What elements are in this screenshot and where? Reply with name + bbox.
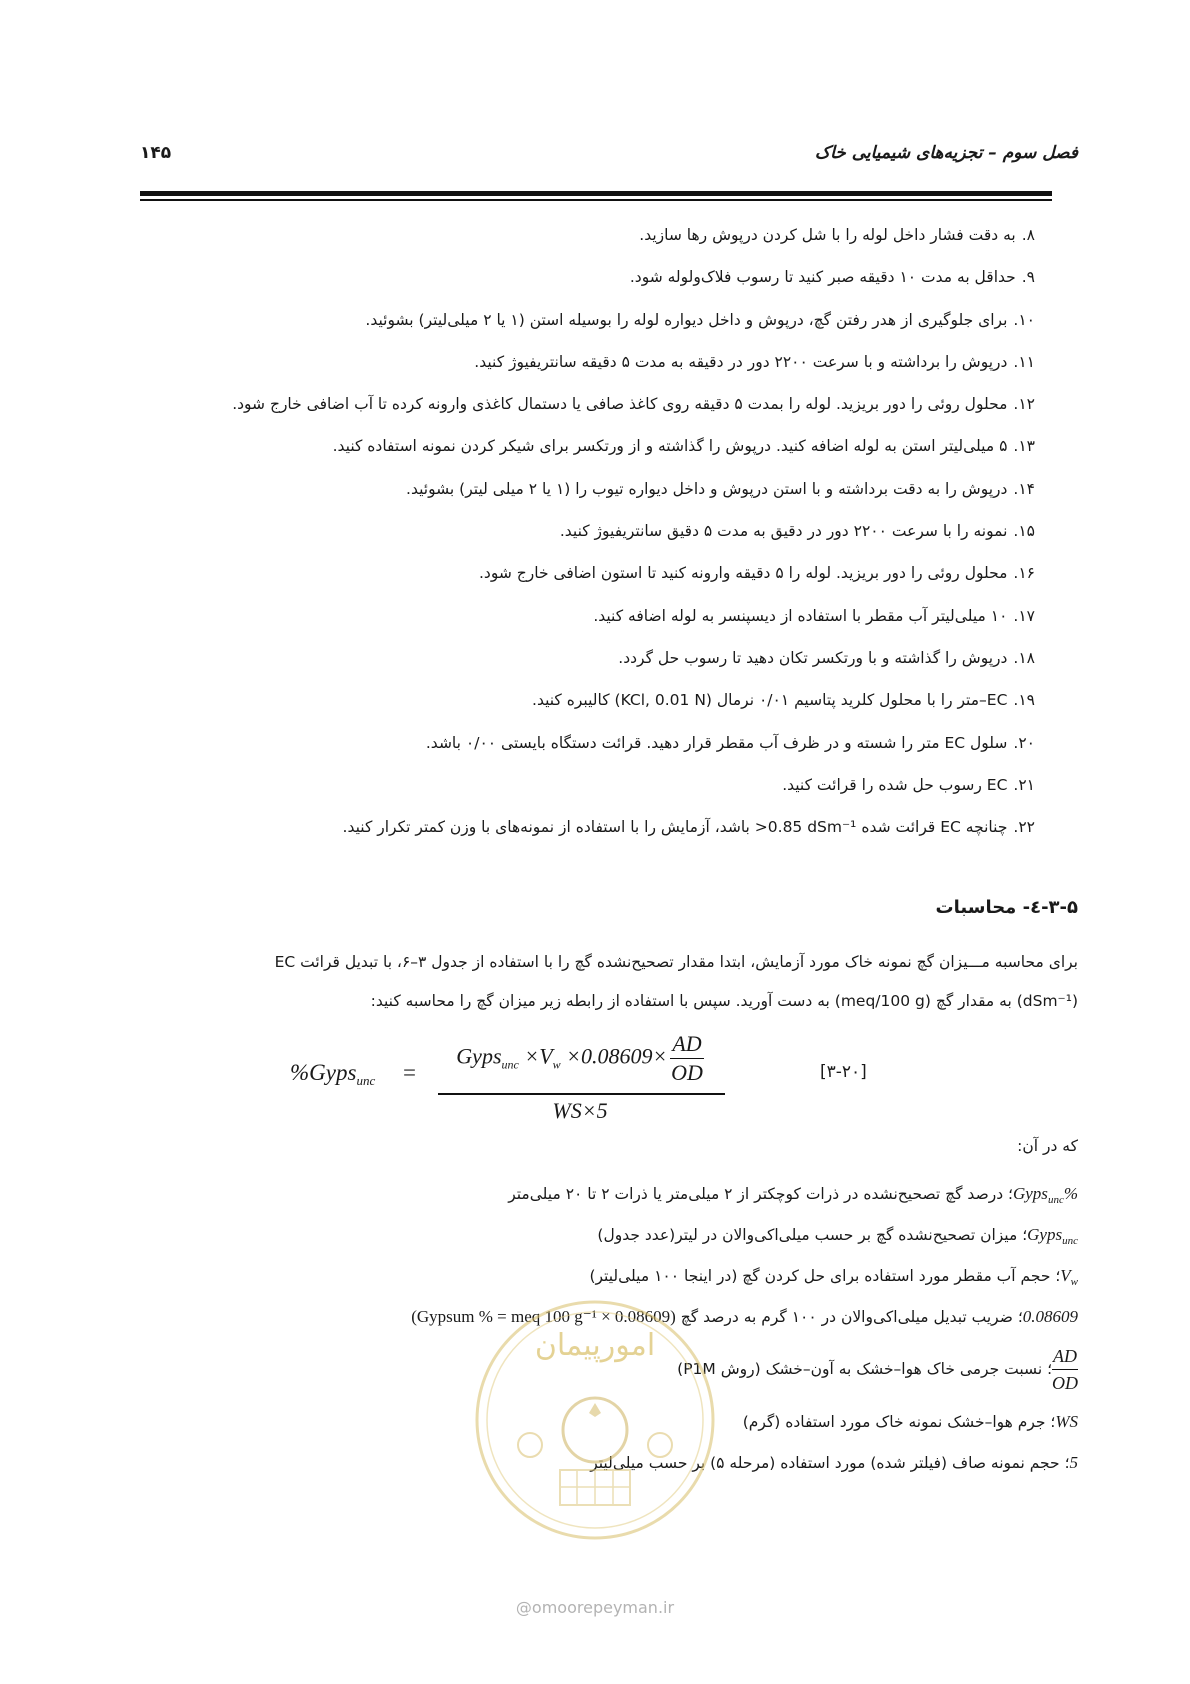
step-text: ۵ میلی‌لیتر استن به لوله اضافه کنید. درپوش را گذاشته و از ورتکسر برای شیکر کردن نمونه استفاده کنید. xyxy=(332,437,1008,456)
step-item xyxy=(135,764,1035,806)
formula-fraction-bar xyxy=(438,1093,725,1095)
step-item xyxy=(135,256,1035,298)
step-text: چنانچه EC قرائت شده ‎>0.85 dSm⁻¹‎ باشد، آزمایش را با استفاده از نمونه‌های با وزن کمتر تکرار کنید. xyxy=(342,818,1008,837)
definition-item: 0.08609؛ ضریب تبدیل میلی‌اکی‌والان در ۱۰۰ گرم به درصد گچ (Gypsum % = meq 100 g⁻¹ × 0.08609) xyxy=(411,1307,1078,1326)
step-item xyxy=(135,510,1035,552)
watermark-logo-text: امورپیمان xyxy=(534,1328,656,1363)
step-text: درپوش را به دقت برداشته و با استن درپوش و داخل دیواره تیوب را (۱ یا ۲ میلی لیتر) بشوئید. xyxy=(406,479,1008,498)
section-title: ۳-۵-٤- محاسبات xyxy=(935,897,1078,918)
ratio-fraction: $\frac{AD}{OD}$ xyxy=(1052,1343,1078,1396)
step-text: نمونه را با سرعت ۲۲۰۰ دور در دقیق به مدت ۵ دقیق سانتریفیوژ کنید. xyxy=(559,522,1008,541)
step-item xyxy=(135,679,1035,721)
step-text: درپوش را برداشته و با سرعت ۲۲۰۰ دور در دقیقه به مدت ۵ دقیقه سانتریفیوژ کنید. xyxy=(474,352,1008,371)
gypsum-formula xyxy=(290,1030,730,1130)
step-number: ۱۶. xyxy=(1013,564,1035,583)
definitions-intro: که در آن: xyxy=(1017,1137,1078,1155)
step-text: برای جلوگیری از هدر رفتن گچ، درپوش و داخل دیواره لوله را بوسیله استن (۱ یا ۲ میلی‌لیتر) بشوئید. xyxy=(365,310,1008,329)
step-item xyxy=(135,468,1035,510)
step-item xyxy=(135,722,1035,764)
step-number: ۱۵. xyxy=(1013,522,1035,541)
definition-item: 5؛ حجم نمونه صاف (فیلتر شده) مورد استفاده (مرحله ۵) بر حسب میلی‌لیتر xyxy=(590,1453,1078,1472)
step-number: ۲۰. xyxy=(1013,733,1035,752)
step-number: ۱۹. xyxy=(1013,691,1035,710)
step-number: ۲۱. xyxy=(1013,775,1035,794)
step-text: ۱۰ میلی‌لیتر آب مقطر با استفاده از دیسپنسر به لوله اضافه کنید. xyxy=(593,606,1008,625)
definition-item: %Gyps$_{unc}$؛ درصد گچ تصحیح‌نشده در ذرات کوچکتر از ۲ میلی‌متر یا ذرات ۲ تا ۲۰ میلی‌متر xyxy=(508,1184,1078,1206)
equation-number: [۳-۲۰] xyxy=(820,1062,867,1082)
page-number: ۱۴۵ xyxy=(140,143,172,163)
chapter-title: فصل سوم – تجزیه‌های شیمیایی خاک xyxy=(814,143,1078,163)
step-item xyxy=(135,552,1035,594)
formula-denominator: WS×5 xyxy=(552,1098,608,1123)
step-number: ۱۰. xyxy=(1013,310,1035,329)
step-item xyxy=(135,637,1035,679)
formula-lhs: %Gyps$_{unc}$ xyxy=(290,1060,376,1088)
step-number: ۱۲. xyxy=(1013,395,1035,414)
step-item xyxy=(135,595,1035,637)
section-paragraph xyxy=(138,943,1078,1021)
step-item xyxy=(135,299,1035,341)
step-text: محلول روئی را دور بریزید. لوله را ۵ دقیقه وارونه کنید تا استون اضافی خارج شود. xyxy=(478,564,1008,583)
watermark-url: @omoorepeyman.ir xyxy=(515,1598,675,1617)
definition-item: WS؛ جرم هوا–خشک نمونه خاک مورد استفاده (گرم) xyxy=(742,1412,1078,1431)
watermark-seal-logo xyxy=(470,1295,720,1545)
step-text: سلول EC متر را شسته و در ظرف آب مقطر قرار دهید. قرائت دستگاه بایستی ۰/۰۰ باشد. xyxy=(425,733,1008,752)
formula-numerator: Gyps$_{unc}$ $\times V_w \times 0.08609\times$ $\frac{AD}{OD}$ xyxy=(456,1031,703,1085)
step-text: EC رسوب حل شده را قرائت کنید. xyxy=(782,775,1008,794)
formula-inner-fraction: $\frac{AD}{OD}$ xyxy=(671,1031,703,1085)
step-text: به دقت فشار داخل لوله را با شل کردن درپوش رها سازید. xyxy=(639,226,1016,244)
step-number: ۱۸. xyxy=(1013,648,1035,667)
definition-item: Gyps$_{unc}$؛ میزان تصحیح‌نشده گچ بر حسب میلی‌اکی‌والان در لیتر(عدد جدول) xyxy=(597,1225,1078,1247)
step-number: ۱۳. xyxy=(1013,437,1035,456)
header-rule-thick xyxy=(140,191,1052,196)
paragraph-line: (dSm⁻¹) به مقدار گچ (meq/100 g) به دست آورید. سپس با استفاده از رابطه زیر میزان گچ را محاسبه کنید: xyxy=(370,992,1078,1010)
header-rule-thin xyxy=(140,199,1052,201)
step-number: ۱۷. xyxy=(1013,606,1035,625)
step-text: EC–متر را با محلول کلرید پتاسیم ۰/۰۱ نرمال (KCl, 0.01 N) کالیبره کنید. xyxy=(532,691,1008,710)
step-text: محلول روئی را دور بریزید. لوله را بمدت ۵ دقیقه روی کاغذ صافی یا دستمال کاغذی وارونه کرده تا آب اضافی خارج شود. xyxy=(232,395,1008,414)
definition-item: $V_w؛$ حجم آب مقطر مورد استفاده برای حل کردن گچ (در اینجا ۱۰۰ میلی‌لیتر) xyxy=(589,1266,1078,1288)
definition-item: $\frac{AD}{OD}$ ؛ نسبت جرمی خاک هوا–خشک به آون–خشک (روش P1M) xyxy=(78,1337,1078,1401)
step-number: ۱۱. xyxy=(1013,352,1035,371)
step-number: ۲۲. xyxy=(1013,818,1035,837)
step-number: ۸. xyxy=(1021,226,1035,244)
step-item xyxy=(135,425,1035,467)
step-number: ۱۴. xyxy=(1013,479,1035,498)
paragraph-line: برای محاسبه مـــیزان گچ نمونه خاک مورد آزمایش، ابتدا مقدار تصحیح‌نشده گچ را با استفاده از جدول ۳–۶، با تبدیل قرائت EC xyxy=(274,953,1078,971)
step-text: حداقل به مدت ۱۰ دقیقه صبر کنید تا رسوب فلاک‌ولوله شود. xyxy=(629,268,1016,287)
procedure-steps xyxy=(135,214,1035,848)
step-number: ۹. xyxy=(1021,268,1035,287)
step-item xyxy=(135,383,1035,425)
step-item xyxy=(135,341,1035,383)
step-text: درپوش را گذاشته و با ورتکسر تکان دهید تا رسوب حل گردد. xyxy=(618,648,1008,667)
formula-equals: = xyxy=(403,1060,416,1085)
step-item xyxy=(135,806,1035,848)
step-item xyxy=(135,214,1035,256)
